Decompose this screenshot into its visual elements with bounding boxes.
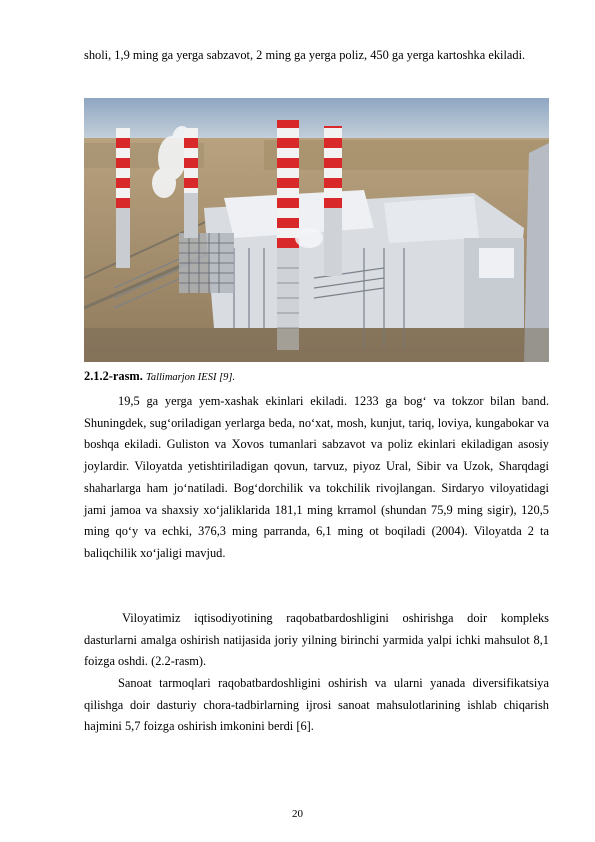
paragraph-intro: sholi, 1,9 ming ga yerga sabzavot, 2 ming ga yerga poliz, 450 ga yerga kartoshka ekiladi. [84, 48, 526, 62]
figure-number: 2.1.2-rasm. [84, 369, 143, 383]
power-plant-photo [84, 98, 549, 362]
power-plant-illustration [84, 98, 549, 362]
figure-caption [84, 368, 235, 386]
paragraph-economy: Viloyatimiz iqtisodiyotining raqobatbardoshligini oshirishga doir kompleks dasturlarni amalga oshirish natijasida joriy yilning birinchi yarmida yalpi ichki mahsulot 8,1 foizga oshdi. (2.2-rasm). [84, 611, 549, 669]
paragraph-agriculture: 19,5 ga yerga yem-xashak ekinlari ekiladi. 1233 ga bog‘ va tokzor bilan band. Shuningdek, sug‘oriladigan yerlarga beda, no‘xat, mosh, kunjut, tariq, loviya, kungabokar va boshqa ekiladi. Guliston va Xovos tumanlari sabzavot va poliz ekinlari ekiladigan asosiy joylardir. Viloyatda yetishtiriladigan qovun, tarvuz, piyoz Ural, Sibir va Uzok, Sharqdagi shaharlarga ham jo‘natiladi. Bog‘dorchilik va tokchilik rivojlangan. Sirdaryo viloyatidagi jami jamoa va shaxsiy xo‘jaliklarida 181,1 ming krramol (shundan 75,9 ming sigir), 120,5 ming qo‘y va echki, 376,3 ming parranda, 6,1 ming ot boqiladi (2004). Viloyatda 2 ta baliqchilik xo‘jaligi mavjud. [84, 394, 549, 560]
page-number: 20 [292, 808, 303, 820]
figure-caption-text: Tallimarjon IESI [9]. [145, 372, 236, 383]
paragraph-industry: Sanoat tarmoqlari raqobatbardoshligini oshirish va ularni yanada diversifikatsiya qilishga doir dasturiy chora-tadbirlarning ijrosi sanoat mahsulotlarining ishlab chiqarish hajmini 5,7 foizga oshirish imkonini berdi [6]. [84, 676, 549, 734]
